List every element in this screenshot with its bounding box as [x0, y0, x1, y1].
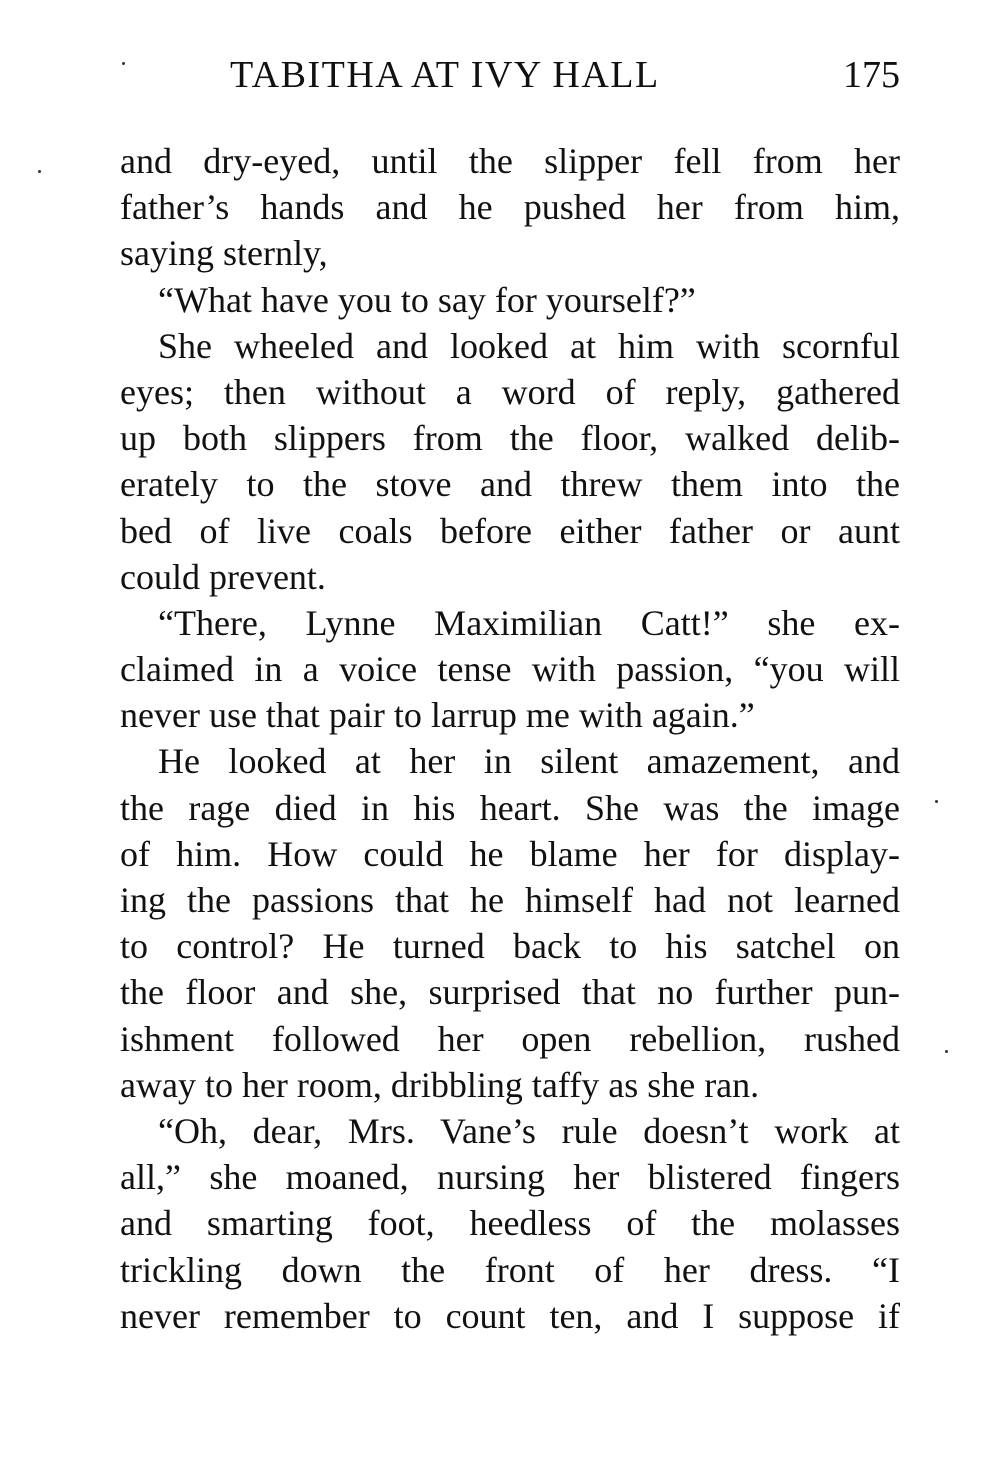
text-line: She wheeled and looked at him with scornful: [158, 325, 900, 366]
text-line: never remember to count ten, and I suppose if: [120, 1295, 900, 1336]
print-speck: [935, 800, 938, 803]
text-line: bed of live coals before either father or aunt: [120, 510, 900, 551]
text-line: claimed in a voice tense with passion, “you will: [120, 649, 900, 690]
text-line: saying sternly,: [120, 233, 328, 274]
text-line: all,” she moaned, nursing her blistered fingers: [120, 1157, 900, 1198]
text-line: away to her room, dribbling taffy as she ran.: [120, 1064, 760, 1105]
text-line: and dry-eyed, until the slipper fell from her: [120, 141, 900, 181]
text-line: “What have you to say for yourself?”: [158, 279, 696, 320]
page-number: 175: [843, 54, 900, 96]
print-speck: [945, 1050, 948, 1053]
text-line: eyes; then without a word of reply, gathered: [120, 371, 900, 412]
running-title: TABITHA AT IVY HALL: [230, 54, 660, 96]
text-line: trickling down the front of her dress. “I: [120, 1249, 900, 1290]
text-line: and smarting foot, heedless of the molasses: [120, 1203, 900, 1244]
text-line: of him. How could he blame her for display-: [120, 833, 900, 874]
text-line: to control? He turned back to his satchel on: [120, 926, 900, 967]
text-line: could prevent.: [120, 556, 326, 597]
text-line: erately to the stove and threw them into the: [120, 464, 900, 505]
text-line: ing the passions that he himself had not learned: [120, 880, 900, 920]
text-line: “Oh, dear, Mrs. Vane’s rule doesn’t work at: [158, 1110, 900, 1151]
text-line: “There, Lynne Maximilian Catt!” she ex-: [158, 602, 900, 643]
text-line: father’s hands and he pushed her from him,: [120, 187, 900, 228]
print-speck: [38, 170, 41, 173]
text-line: He looked at her in silent amazement, and: [158, 741, 900, 782]
text-line: ishment followed her open rebellion, rushed: [120, 1018, 900, 1059]
text-line: never use that pair to larrup me with again.”: [120, 695, 755, 736]
text-line: up both slippers from the floor, walked delib-: [120, 418, 900, 459]
page-header: [120, 50, 900, 100]
body-text: [120, 138, 900, 1339]
text-line: the rage died in his heart. She was the image: [120, 787, 900, 828]
text-line: the floor and she, surprised that no further pun-: [120, 972, 900, 1013]
print-speck: [122, 62, 125, 65]
